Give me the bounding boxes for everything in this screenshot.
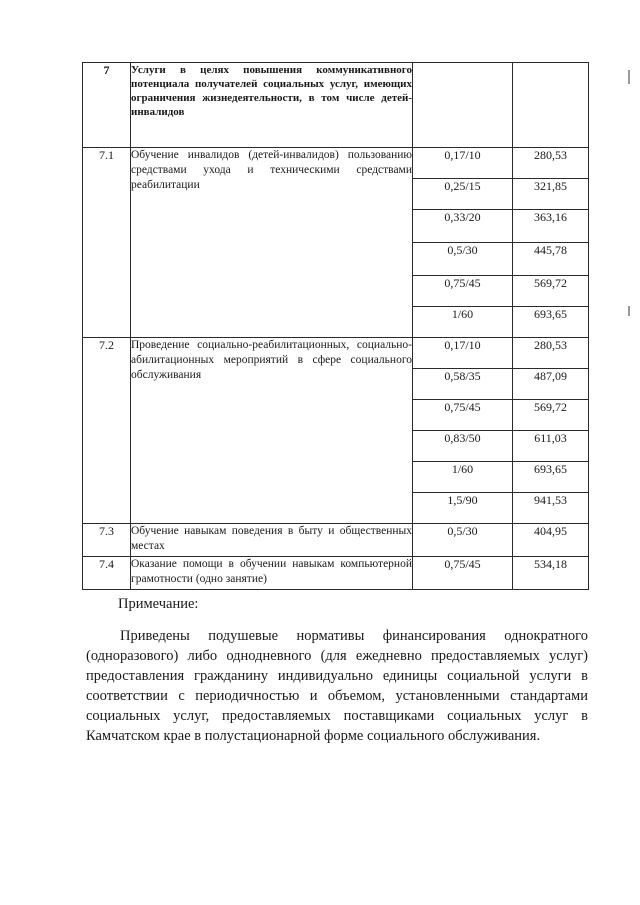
- price-cell: 569,72: [513, 276, 589, 307]
- volume-cell: 0,75/45: [413, 276, 513, 307]
- volume-cell: 1/60: [413, 462, 513, 493]
- volume-cell: 0,75/45: [413, 400, 513, 431]
- group-volume-cell: [413, 63, 513, 148]
- price-cell: 363,16: [513, 210, 589, 243]
- volume-cell: 0,25/15: [413, 179, 513, 210]
- price-cell: 941,53: [513, 493, 589, 524]
- volume-cell: 1/60: [413, 307, 513, 338]
- table-row: [83, 148, 589, 179]
- group-title: Услуги в целях повышения коммуникативного потенциала получателей социальных услуг, имеющих ограничения жизнедеятельности, в том числе детей-инвалидов: [131, 63, 413, 148]
- tariff-table: [82, 62, 589, 590]
- row-service-name: Оказание помощи в обучении навыкам компьютерной грамотности (одно занятие): [131, 557, 413, 590]
- note-text: Приведены подушевые нормативы финансирования однократного (одноразового) либо однодневного (для ежедневно предоставляемых услуг) предоставления гражданину индивидуально единицы социальной услуги в соответствии с периодичностью и объемом, установленными стандартами социальных услуг, предоставляемых поставщиками социальных услуг в Камчатском крае в полустационарной форме социального обслуживания.: [86, 628, 588, 744]
- volume-cell: 0,5/30: [413, 243, 513, 276]
- price-cell: 280,53: [513, 338, 589, 369]
- price-cell: 280,53: [513, 148, 589, 179]
- price-cell: 693,65: [513, 307, 589, 338]
- price-cell: 445,78: [513, 243, 589, 276]
- row-service-name: Обучение инвалидов (детей-инвалидов) пользованию средствами ухода и техническими средствами реабилитации: [131, 148, 413, 338]
- row-service-name: Обучение навыкам поведения в быту и общественных местах: [131, 524, 413, 557]
- row-number: 7.4: [83, 557, 131, 590]
- table-row: [83, 338, 589, 369]
- price-cell: 321,85: [513, 179, 589, 210]
- volume-cell: 0,5/30: [413, 524, 513, 557]
- price-cell: 534,18: [513, 557, 589, 590]
- row-service-name: Проведение социально-реабилитационных, социально-абилитационных мероприятий в сфере социального обслуживания: [131, 338, 413, 524]
- price-cell: 569,72: [513, 400, 589, 431]
- price-cell: 693,65: [513, 462, 589, 493]
- row-number: 7.3: [83, 524, 131, 557]
- group-price-cell: [513, 63, 589, 148]
- price-cell: 404,95: [513, 524, 589, 557]
- price-cell: 487,09: [513, 369, 589, 400]
- volume-cell: 1,5/90: [413, 493, 513, 524]
- table-row: [83, 557, 589, 590]
- price-cell: 611,03: [513, 431, 589, 462]
- row-number: 7.2: [83, 338, 131, 524]
- scan-edge-mark: [628, 306, 630, 316]
- group-number: 7: [83, 63, 131, 148]
- volume-cell: 0,33/20: [413, 210, 513, 243]
- note-title: Примечание:: [118, 596, 199, 612]
- volume-cell: 0,75/45: [413, 557, 513, 590]
- row-number: 7.1: [83, 148, 131, 338]
- volume-cell: 0,58/35: [413, 369, 513, 400]
- table-row: [83, 524, 589, 557]
- volume-cell: 0,17/10: [413, 338, 513, 369]
- volume-cell: 0,83/50: [413, 431, 513, 462]
- volume-cell: 0,17/10: [413, 148, 513, 179]
- table-row-group-7: [83, 63, 589, 148]
- scan-edge-mark: [628, 70, 630, 84]
